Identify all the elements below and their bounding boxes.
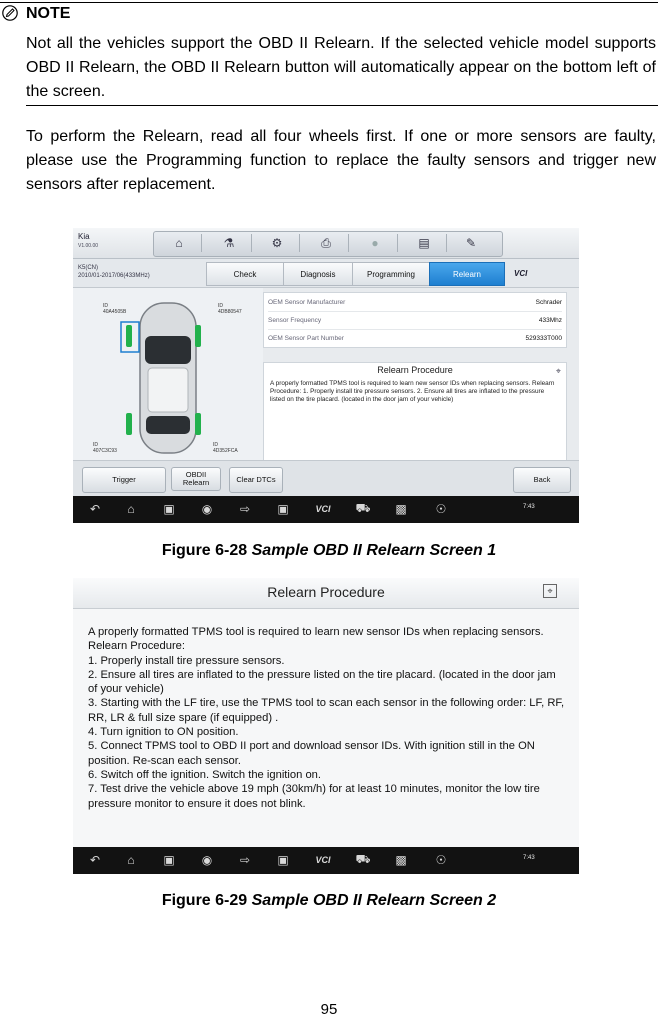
home-icon[interactable]: ⌂ bbox=[175, 236, 183, 250]
lf-id-label: ID 40A4505B bbox=[103, 303, 127, 315]
vehicle-icon[interactable]: ⚗ bbox=[223, 236, 235, 250]
car-icon[interactable]: ⛟ bbox=[355, 501, 371, 515]
status-time: 7:43 bbox=[523, 855, 535, 861]
procedure-line: 2. Ensure all tires are inflated to the pressure listed on the tire placard. (located in the door jam of your vehicle) bbox=[88, 668, 556, 696]
screenshot-icon[interactable]: ⇨ bbox=[239, 502, 251, 516]
tab-diagnosis[interactable]: Diagnosis bbox=[283, 262, 353, 286]
settings-icon[interactable]: ⚙ bbox=[271, 236, 283, 250]
sensor-info-panel bbox=[263, 292, 567, 348]
app-title: Kia bbox=[78, 232, 90, 241]
figure-caption-2: Figure 6-29 Sample OBD II Relearn Screen 2 bbox=[161, 892, 497, 909]
pencil-note-icon bbox=[2, 5, 18, 21]
network-icon[interactable]: ▩ bbox=[395, 853, 407, 867]
back-icon[interactable]: ↶ bbox=[89, 502, 101, 516]
toolbar-separator bbox=[299, 234, 300, 252]
page-number: 95 bbox=[320, 1001, 338, 1018]
tab-relearn[interactable]: Relearn bbox=[429, 262, 505, 286]
vci-icon[interactable]: VCI bbox=[315, 504, 331, 514]
vci-status: VCI bbox=[514, 269, 528, 278]
tpms-icon[interactable]: ☉ bbox=[435, 853, 447, 867]
rr-id-label: ID 4D352FCA bbox=[213, 442, 238, 454]
toolbar-separator bbox=[201, 234, 202, 252]
figure-caption-1: Figure 6-28 Sample OBD II Relearn Screen 1 bbox=[161, 542, 497, 559]
edit-icon[interactable]: ✎ bbox=[465, 236, 477, 250]
app-version: V1.00.00 bbox=[78, 243, 99, 249]
procedure-line: A properly formatted TPMS tool is required to learn new sensor IDs when replacing sensors. bbox=[88, 626, 544, 638]
procedure-line: 7. Test drive the vehicle above 19 mph (30km/h) for at least 10 minutes, monitor the low tire pressure monitor to ensure it does not blink. bbox=[88, 783, 540, 810]
rf-id-label: ID 4DB80547 bbox=[218, 303, 242, 315]
rf-tire-indicator[interactable] bbox=[195, 325, 201, 347]
vehicle-model: K5(CN) bbox=[78, 265, 99, 271]
procedure-line: 3. Starting with the LF tire, use the TPMS tool to scan each sensor in the following order: LF, RF, RR, LR & full size spare (if equipped) . bbox=[88, 697, 565, 724]
procedure-line: 1. Properly install tire pressure sensors. bbox=[88, 654, 285, 667]
back-icon[interactable]: ↶ bbox=[89, 853, 101, 867]
tab-check[interactable]: Check bbox=[206, 262, 284, 286]
procedure-body bbox=[88, 625, 568, 811]
body-paragraph: To perform the Relearn, read all four wheels first. If one or more sensors are faulty, please use the Programming function to replace the faulty sensors and trigger new sensors after replacement. bbox=[26, 128, 656, 193]
browser-icon[interactable]: ◉ bbox=[201, 502, 213, 516]
toolbar-separator bbox=[251, 234, 252, 252]
procedure-title: Relearn Procedure bbox=[267, 584, 385, 600]
info-row: Sensor Frequency 433Mhz bbox=[268, 312, 562, 330]
recent-apps-icon[interactable]: ▣ bbox=[163, 502, 175, 516]
network-icon[interactable]: ▩ bbox=[395, 502, 407, 516]
collapse-icon[interactable]: ⌖ bbox=[543, 584, 557, 598]
note-body: Not all the vehicles support the OBD II Relearn. If the selected vehicle model supports OBD II Relearn, the OBD II Relearn button will automatically appear on the bottom left of the screen. bbox=[26, 35, 656, 100]
procedure-line: 6. Switch off the ignition. Switch the ignition on. bbox=[88, 768, 322, 781]
procedure-title: Relearn Procedure bbox=[377, 365, 453, 375]
maxisys-icon[interactable]: ▣ bbox=[277, 853, 289, 867]
expand-icon[interactable]: ⌖ bbox=[555, 366, 561, 376]
lf-tire-indicator[interactable] bbox=[126, 325, 132, 347]
rr-tire-indicator[interactable] bbox=[195, 413, 201, 435]
procedure-line: Relearn Procedure: bbox=[88, 640, 186, 653]
toolbar-separator bbox=[397, 234, 398, 252]
home-icon[interactable]: ⌂ bbox=[127, 853, 135, 867]
clear-dtcs-button[interactable]: Clear DTCs bbox=[229, 467, 283, 493]
vci-icon[interactable]: VCI bbox=[315, 855, 331, 865]
info-row: OEM Sensor Part Number 529333T000 bbox=[268, 335, 562, 342]
note-title: NOTE bbox=[26, 5, 71, 22]
trigger-button[interactable]: Trigger bbox=[82, 467, 166, 493]
procedure-line: 4. Turn ignition to ON position. bbox=[88, 726, 239, 739]
relearn-procedure-panel bbox=[263, 362, 567, 462]
toolbar-separator bbox=[446, 234, 447, 252]
back-button[interactable]: Back bbox=[513, 467, 571, 493]
recent-apps-icon[interactable]: ▣ bbox=[163, 853, 175, 867]
info-row: OEM Sensor Manufacturer Schrader bbox=[268, 294, 562, 312]
lr-tire-indicator[interactable] bbox=[126, 413, 132, 435]
browser-icon[interactable]: ◉ bbox=[201, 853, 213, 867]
note-bottom-rule bbox=[26, 105, 658, 106]
lr-id-label: ID 407C3C93 bbox=[93, 442, 117, 454]
obd-relearn-button[interactable]: OBDII Relearn bbox=[171, 467, 221, 491]
screenshot-icon[interactable]: ⇨ bbox=[239, 853, 251, 867]
note-top-rule bbox=[0, 2, 658, 3]
toolbar-separator bbox=[348, 234, 349, 252]
relearn-screen-1 bbox=[73, 228, 579, 523]
home-icon[interactable]: ⌂ bbox=[127, 502, 135, 516]
tpms-icon[interactable]: ☉ bbox=[435, 502, 447, 516]
vehicle-info bbox=[78, 264, 150, 280]
save-icon[interactable]: ▤ bbox=[418, 236, 430, 250]
maxisys-icon[interactable]: ▣ bbox=[277, 502, 289, 516]
status-time: 7:43 bbox=[523, 504, 535, 510]
procedure-line: 5. Connect TPMS tool to OBD II port and download sensor IDs. With ignition still in the ON position. Re-scan each sensor. bbox=[88, 740, 535, 767]
procedure-text: A properly formatted TPMS tool is required to learn new sensor IDs when replacing sensors. Relearn Procedure: 1. Properly install tire pressure sensors. 2. Ensure all tires are inflated to the pressure listed on the tire placard. (located in the door jam of your vehicle) bbox=[270, 380, 555, 403]
help-icon[interactable]: ● bbox=[371, 236, 379, 250]
relearn-screen-2 bbox=[73, 578, 579, 874]
vehicle-range: 2010/01-2017/06(433MHz) bbox=[78, 273, 150, 279]
tab-programming[interactable]: Programming bbox=[352, 262, 430, 286]
print-icon[interactable]: ⎙ bbox=[321, 235, 331, 250]
car-icon[interactable]: ⛟ bbox=[355, 852, 371, 866]
